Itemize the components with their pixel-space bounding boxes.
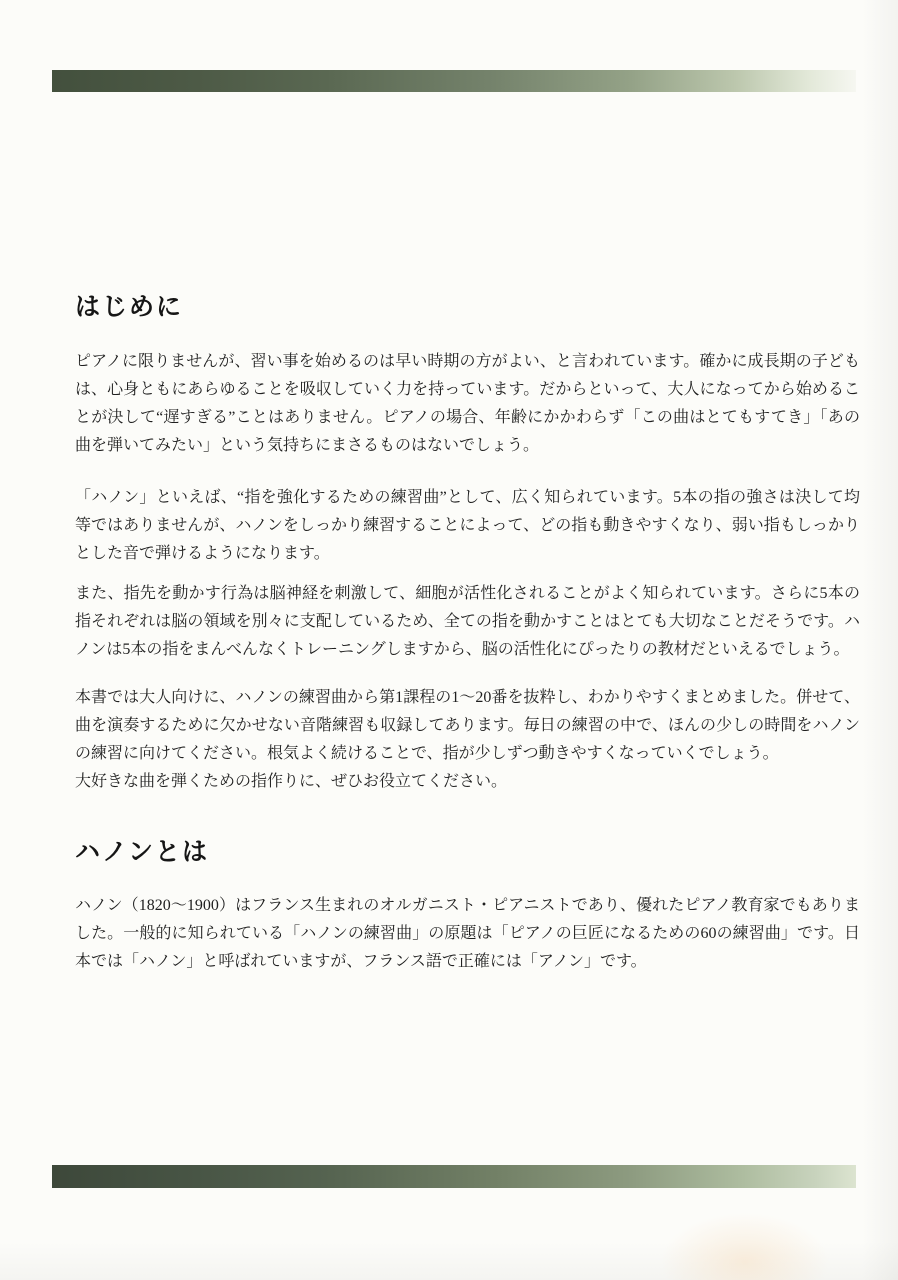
top-decorative-gradient-bar <box>52 70 856 92</box>
section-heading-intro: はじめに <box>75 294 184 321</box>
intro-paragraph-4 <box>75 684 860 796</box>
intro-paragraph-1: ピアノに限りませんが、習い事を始めるのは早い時期の方がよい、と言われています。確かに成長期の子どもは、心身ともにあらゆることを吸収していく力を持っています。だからといって、大人になってから始めることが決して“遅すぎる”ことはありません。ピアノの場合、年齢にかかわらず「この曲はとてもすてき」「あの曲を弾いてみたい」という気持ちにまさるものはないでしょう。 <box>75 353 860 454</box>
intro-paragraph-2: 「ハノン」といえば、“指を強化するための練習曲”として、広く知られています。5本の指の強さは決して均等ではありませんが、ハノンをしっかり練習することによって、どの指も動きやすくなり、弱い指もしっかりとした音で弾けるようになります。 <box>75 489 860 562</box>
intro-paragraph-4-text: 本書では大人向けに、ハノンの練習曲から第1課程の1〜20番を抜粋し、わかりやすくまとめました。併せて、曲を演奏するために欠かせない音階練習も収録してあります。毎日の練習の中で、ほんの少しの時間をハノンの練習に向けてください。根気よく続けることで、指が少しずつ動きやすくなっていくでしょう。 <box>75 689 860 762</box>
bottom-decorative-gradient-bar <box>52 1165 856 1188</box>
intro-paragraph-3: また、指先を動かす行為は脳神経を刺激して、細胞が活性化されることがよく知られています。さらに5本の指それぞれは脳の領域を別々に支配しているため、全ての指を動かすことはとても大切なことだそうです。ハノンは5本の指をまんべんなくトレーニングしますから、脳の活性化にぴったりの教材だといえるでしょう。 <box>75 585 860 658</box>
intro-paragraph-4-closing-line: 大好きな曲を弾くための指作りに、ぜひお役立てください。 <box>75 773 508 790</box>
about-hanon-paragraph: ハノン（1820〜1900）はフランス生まれのオルガニスト・ピアニストであり、優れたピアノ教育家でもありました。一般的に知られている「ハノンの練習曲」の原題は「ピアノの巨匠になるための60の練習曲」です。日本では「ハノン」と呼ばれていますが、フランス語で正確には「アノン」です。 <box>75 897 860 970</box>
section-heading-about-hanon: ハノンとは <box>75 839 210 866</box>
